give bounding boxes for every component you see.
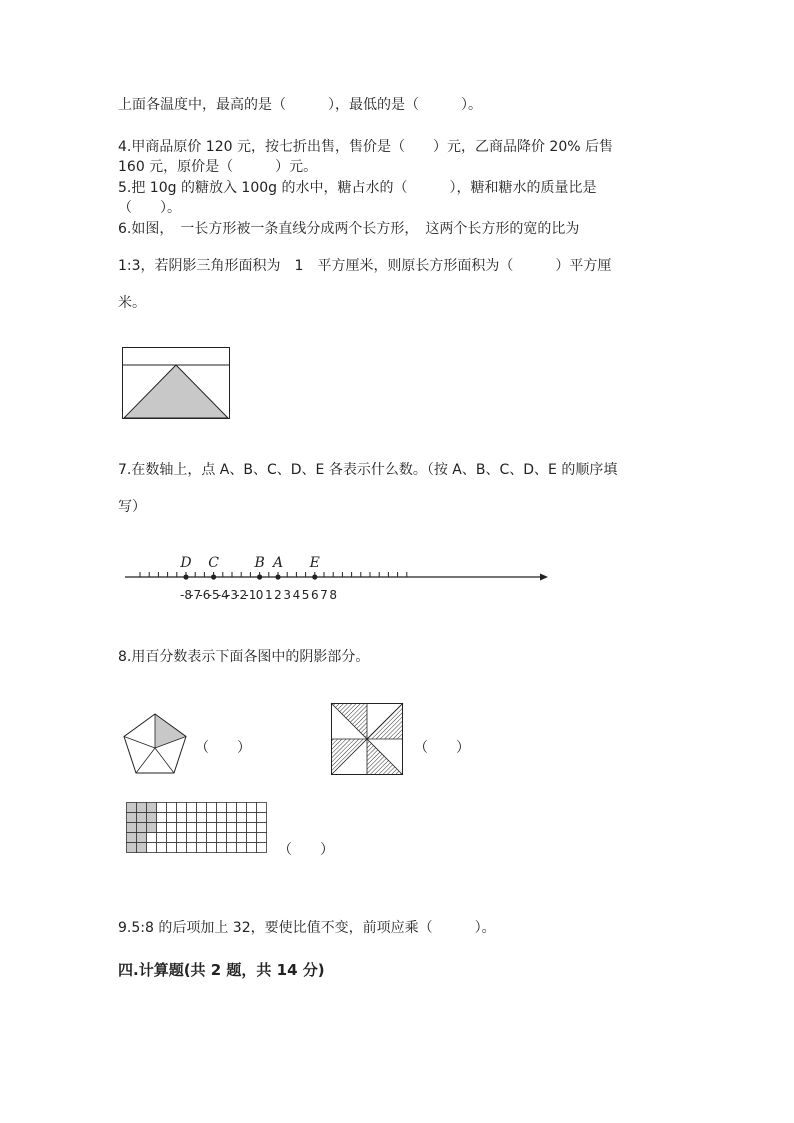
grid-cell: [197, 843, 207, 853]
q4-text-line1: 4.甲商品原价 120 元，按七折出售，售价是（ ）元，乙商品降价 20% 后售: [118, 139, 613, 155]
number-line-tick-label: 2: [274, 588, 282, 602]
number-line-point-E: [312, 574, 317, 579]
q8-answer-paren-2[interactable]: （ ）: [414, 740, 470, 756]
grid-cell: [257, 813, 267, 823]
grid-cell: [227, 803, 237, 813]
grid-cell: [237, 803, 247, 813]
q7-text-line2: 写）: [118, 499, 146, 515]
grid-cell: [247, 803, 257, 813]
q6-rectangle-figure: [122, 347, 230, 419]
grid-cell: [187, 833, 197, 843]
number-line-point-A: [275, 574, 280, 579]
number-line-tick-label: 1: [264, 588, 273, 602]
grid-cell: [177, 813, 187, 823]
number-line-point-D: [183, 574, 188, 579]
grid-cell: [227, 813, 237, 823]
grid-shaded-cell: [137, 803, 147, 813]
grid-cell: [207, 843, 217, 853]
q7-number-line: [0, 545, 794, 615]
number-line-tick-label: 6: [310, 588, 319, 602]
grid-cell: [197, 813, 207, 823]
number-line-point-label-C: C: [208, 555, 219, 571]
grid-cell: [197, 803, 207, 813]
grid-shaded-cell: [147, 803, 157, 813]
grid-cell: [157, 833, 167, 843]
q8-text: 8.用百分数表示下面各图中的阴影部分。: [118, 649, 370, 665]
grid-cell: [177, 803, 187, 813]
q4-text-line2: 160 元，原价是（ ）元。: [118, 159, 318, 175]
number-line-tick-label: 7: [320, 588, 328, 602]
q8-answer-paren-3[interactable]: （ ）: [278, 842, 334, 858]
pentagon-shaded-wedge: [155, 714, 186, 748]
grid-cell: [167, 843, 177, 853]
number-line-point-label-A: A: [272, 555, 284, 571]
number-line-tick-label: -5: [207, 588, 220, 602]
number-line-point-label-E: E: [309, 555, 320, 571]
grid-cell: [187, 823, 197, 833]
grid-shaded-cell: [137, 823, 147, 833]
pentagon-spoke: [136, 748, 155, 773]
grid-cell: [147, 833, 157, 843]
grid-cell: [157, 813, 167, 823]
number-line-point-C: [211, 574, 216, 579]
grid-cell: [227, 823, 237, 833]
grid-cell: [227, 843, 237, 853]
grid-cell: [237, 843, 247, 853]
grid-cell: [217, 823, 227, 833]
grid-cell: [187, 803, 197, 813]
grid-shaded-cell: [127, 843, 137, 853]
number-line-arrow: [540, 574, 548, 581]
pentagon-spoke: [155, 748, 174, 773]
grid-shaded-cell: [137, 833, 147, 843]
number-line-tick-label: -3: [226, 588, 238, 602]
grid-cell: [167, 823, 177, 833]
pentagon-spoke: [124, 737, 155, 749]
grid-shaded-cell: [137, 813, 147, 823]
number-line-tick-label: 5: [301, 588, 310, 602]
number-line-point-B: [257, 574, 262, 579]
q8-square-figure: [331, 703, 403, 775]
grid-cell: [217, 843, 227, 853]
grid-cell: [197, 823, 207, 833]
q6-text-line1: 6.如图， 一长方形被一条直线分成两个长方形， 这两个长方形的宽的比为: [118, 221, 580, 237]
grid-shaded-cell: [127, 803, 137, 813]
q3-tail-text: 上面各温度中，最高的是（ ），最低的是（ ）。: [118, 97, 482, 113]
grid-cell: [207, 833, 217, 843]
number-line-tick-label: -8: [180, 588, 192, 602]
grid-cell: [207, 803, 217, 813]
q9-text: 9.5:8 的后项加上 32，要使比值不变，前项应乘（ ）。: [118, 920, 496, 936]
grid-cell: [257, 823, 267, 833]
grid-cell: [167, 803, 177, 813]
q5-text-line1: 5.把 10g 的糖放入 100g 的水中，糖占水的（ ），糖和糖水的质量比是: [118, 180, 597, 196]
grid-cell: [237, 813, 247, 823]
grid-cell: [167, 833, 177, 843]
grid-cell: [187, 843, 197, 853]
grid-cell: [247, 843, 257, 853]
grid-cell: [177, 823, 187, 833]
grid-shaded-cell: [127, 823, 137, 833]
grid-cell: [227, 833, 237, 843]
q5-text-line2: （ ）。: [118, 200, 181, 216]
q6-text-line2: 1:3，若阴影三角形面积为 1 平方厘米，则原长方形面积为（ ）平方厘: [118, 258, 612, 274]
grid-cell: [237, 823, 247, 833]
number-line-point-label-B: B: [254, 555, 265, 571]
number-line-tick-label: -2: [235, 588, 248, 602]
grid-cell: [157, 843, 167, 853]
grid-shaded-cell: [127, 833, 137, 843]
grid-cell: [247, 833, 257, 843]
grid-cell: [217, 833, 227, 843]
grid-cell: [197, 833, 207, 843]
grid-shaded-cell: [137, 843, 147, 853]
grid-cell: [247, 813, 257, 823]
q6-text-line3: 米。: [118, 295, 146, 311]
section-4-heading: 四.计算题(共 2 题，共 14 分): [118, 961, 325, 979]
grid-cell: [207, 823, 217, 833]
grid-cell: [207, 813, 217, 823]
grid-shaded-cell: [147, 823, 157, 833]
number-line-tick-label: -6: [198, 588, 211, 602]
grid-shaded-cell: [127, 813, 137, 823]
q8-answer-paren-1[interactable]: （ ）: [195, 740, 251, 756]
grid-cell: [237, 833, 247, 843]
number-line-tick-label: -7: [189, 588, 202, 602]
q8-pentagon-figure: [122, 712, 188, 776]
number-line-point-label-D: D: [180, 555, 192, 571]
grid-cell: [257, 843, 267, 853]
grid-cell: [217, 803, 227, 813]
number-line-tick-label: 4: [292, 588, 301, 602]
grid-cell: [217, 813, 227, 823]
number-line-tick-label: 0: [255, 588, 264, 602]
grid-cell: [157, 823, 167, 833]
number-line-tick-label: 8: [329, 588, 338, 602]
grid-cell: [257, 833, 267, 843]
grid-cell: [247, 823, 257, 833]
number-line-tick-label: -1: [244, 588, 257, 602]
number-line-tick-label: -4: [216, 588, 229, 602]
grid-shaded-cell: [147, 813, 157, 823]
grid-cell: [177, 833, 187, 843]
grid-cell: [257, 803, 267, 813]
grid-cell: [157, 803, 167, 813]
grid-cell: [167, 813, 177, 823]
q7-text-line1: 7.在数轴上，点 A、B、C、D、E 各表示什么数。（按 A、B、C、D、E 的顺序填: [118, 462, 618, 478]
grid-cell: [147, 843, 157, 853]
grid-cell: [187, 813, 197, 823]
q8-grid-figure: [126, 802, 266, 872]
grid-cell: [177, 843, 187, 853]
number-line-tick-label: 3: [283, 588, 292, 602]
